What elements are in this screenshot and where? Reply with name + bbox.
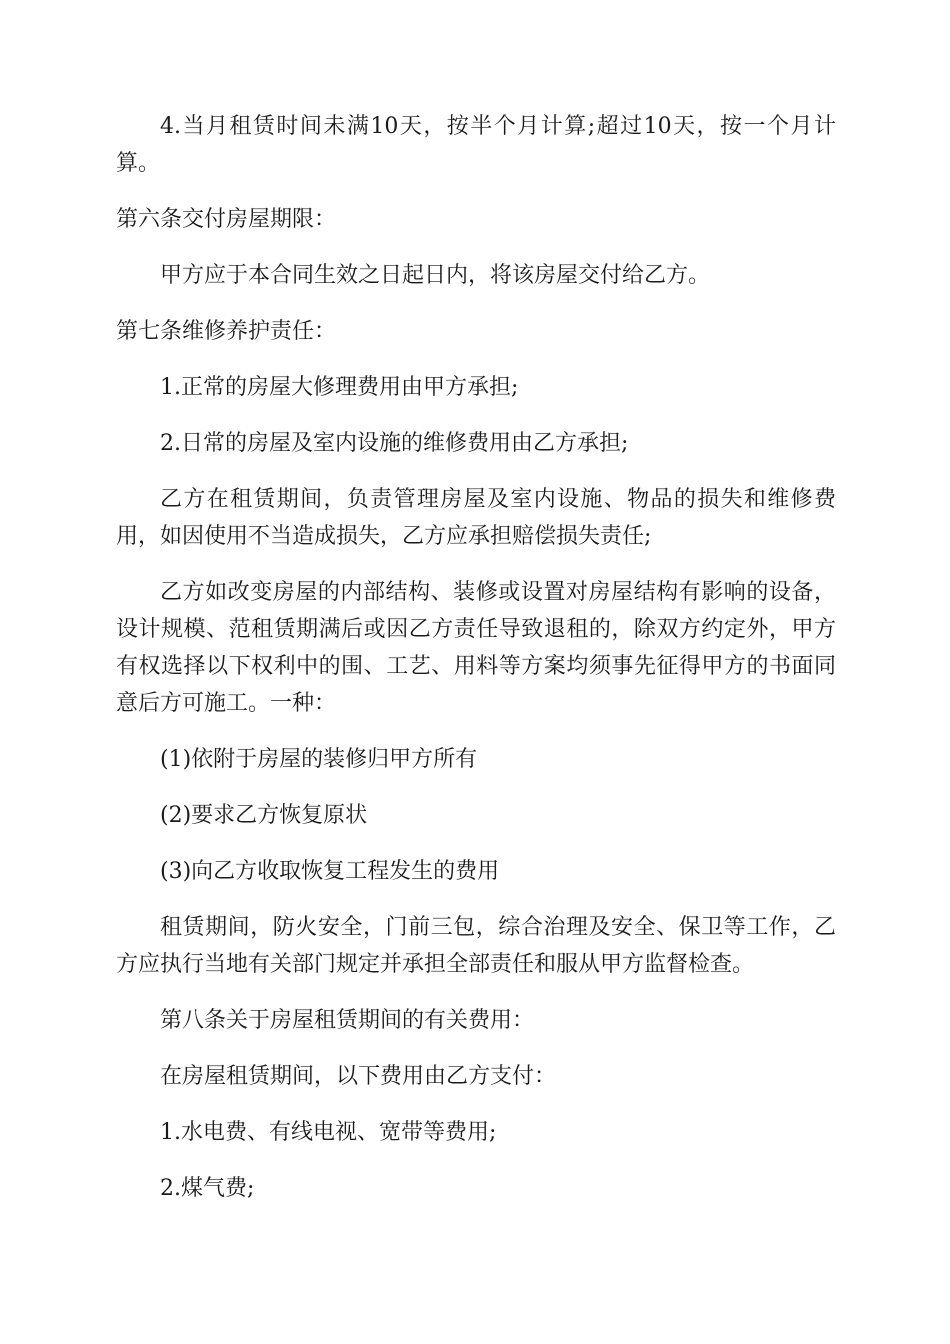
paragraph-major-repair: 1.正常的房屋大修理费用由甲方承担; [160, 375, 519, 400]
paragraph-delivery-deadline: 甲方应于本合同生效之日起日内，将该房屋交付给乙方。 [160, 263, 711, 288]
paragraph-structure-change: 乙方如改变房屋的内部结构、装修或设置对房屋结构有影响的设备，设计规模、范租赁期满后或因乙方责任导致退租的，除双方约定外，甲方有权选择以下权利中的围、工艺、用料等方案均须事先征得甲方的书面同意后方可施工。一种： [116, 580, 836, 716]
paragraph-daily-repair: 2.日常的房屋及室内设施的维修费用由乙方承担; [160, 431, 629, 456]
document-body [116, 108, 836, 1226]
list-item-gas-fee: 2.煤气费; [160, 1176, 255, 1201]
paragraph-rent-partial-month: 4.当月租赁时间未满10天，按半个月计算;超过10天，按一个月计算。 [116, 114, 836, 176]
paragraph-safety-duties: 租赁期间，防火安全，门前三包，综合治理及安全、保卫等工作，乙方应执行当地有关部门规定并承担全部责任和服从甲方监督检查。 [116, 915, 836, 977]
list-item-utility-fees: 1.水电费、有线电视、宽带等费用; [160, 1120, 497, 1145]
heading-article-8: 第八条关于房屋租赁期间的有关费用： [160, 1008, 535, 1033]
list-item-option-1: (1)依附于房屋的装修归甲方所有 [160, 747, 478, 772]
paragraph-tenant-responsibility: 乙方在租赁期间，负责管理房屋及室内设施、物品的损失和维修费用，如因使用不当造成损失，乙方应承担赔偿损失责任; [116, 487, 836, 549]
heading-article-7: 第七条维修养护责任： [116, 319, 337, 344]
heading-article-6: 第六条交付房屋期限： [116, 207, 337, 232]
paragraph-fees-intro: 在房屋租赁期间，以下费用由乙方支付： [160, 1064, 557, 1089]
list-item-option-2: (2)要求乙方恢复原状 [160, 803, 368, 828]
list-item-option-3: (3)向乙方收取恢复工程发生的费用 [160, 859, 500, 884]
